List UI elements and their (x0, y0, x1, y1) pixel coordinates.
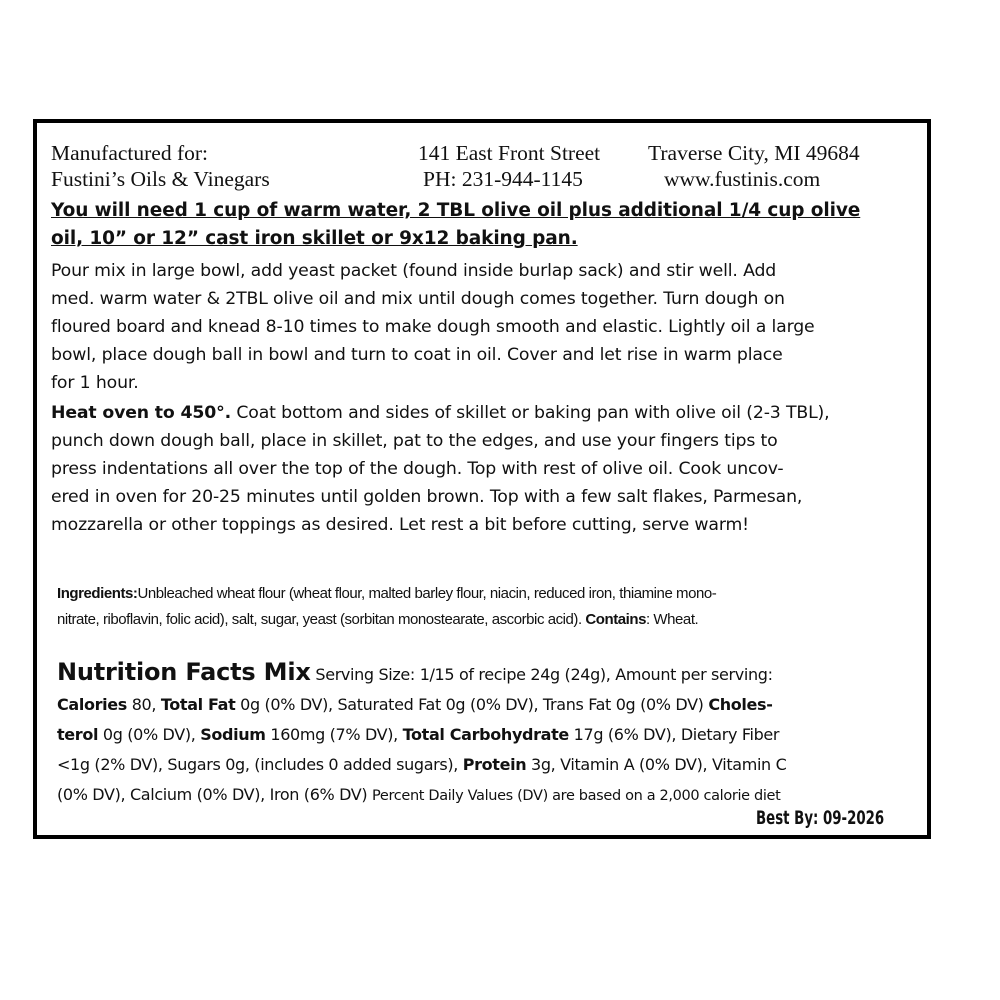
city-address: Traverse City, MI 49684 (648, 141, 860, 165)
fiber-sugars-text: <1g (2% DV), Sugars 0g, (includes 0 added sugars), (57, 755, 463, 774)
company-name: Fustini’s Oils & Vinegars (51, 167, 270, 191)
product-label (33, 119, 931, 839)
cholesterol-label-cont: terol (57, 725, 99, 744)
calories-value: 80, (126, 695, 161, 714)
cholesterol-label: Choles- (708, 695, 773, 714)
contains-value: : Wheat. (646, 611, 699, 628)
calories-label: Calories (57, 695, 127, 714)
best-by-date: Best By: 09-2026 (756, 807, 885, 829)
minerals-text: (0% DV), Calcium (0% DV), Iron (6% DV) (57, 785, 373, 804)
requirements-line-1: You will need 1 cup of warm water, 2 TBL olive oil plus additional 1/4 cup olive (51, 200, 861, 221)
instructions-line: med. warm water & 2TBL olive oil and mix until dough comes together. Turn dough on (51, 289, 785, 309)
instructions-line: floured board and knead 8-10 times to make dough smooth and elastic. Lightly oil a large (51, 317, 815, 337)
instructions-line: for 1 hour. (51, 373, 139, 393)
sodium-label: Sodium (200, 725, 266, 744)
ingredients-line-1 (57, 582, 716, 605)
nutrition-line-4 (57, 780, 780, 811)
instructions-line: punch down dough ball, place in skillet, pat to the edges, and use your fingers tips to (51, 431, 778, 451)
total-fat-label: Total Fat (160, 695, 236, 714)
daily-value-note: Percent Daily Values (DV) are based on a 2,000 calorie diet (372, 788, 781, 804)
nutrition-line-3 (57, 750, 786, 780)
nutrition-line-1 (57, 690, 773, 720)
instructions-line: ered in oven for 20-25 minutes until golden brown. Top with a few salt flakes, Parmesan, (51, 487, 803, 507)
serving-size: Serving Size: 1/15 of recipe 24g (24g), Amount per serving: (310, 665, 773, 684)
instructions-line: mozzarella or other toppings as desired. Let rest a bit before cutting, serve warm! (51, 515, 749, 535)
cholesterol-value: 0g (0% DV), (98, 725, 201, 744)
manufactured-for-label: Manufactured for: (51, 141, 208, 165)
phone-number: PH: 231-944-1145 (423, 167, 583, 191)
protein-value: 3g, Vitamin A (0% DV), Vitamin C (526, 755, 787, 774)
sodium-value: 160mg (7% DV), (265, 725, 403, 744)
carbohydrate-value: 17g (6% DV), Dietary Fiber (568, 725, 780, 744)
instructions-line: bowl, place dough ball in bowl and turn to coat in oil. Cover and let rise in warm place (51, 345, 783, 365)
ingredients-line-2 (57, 608, 698, 631)
bake-instructions-text: Coat bottom and sides of skillet or baking pan with olive oil (2-3 TBL), (231, 403, 830, 423)
website: www.fustinis.com (664, 167, 821, 191)
protein-label: Protein (462, 755, 527, 774)
oven-temperature-heading: Heat oven to 450°. (51, 403, 232, 423)
requirements-line-2: oil, 10” or 12” cast iron skillet or 9x12 baking pan. (51, 228, 578, 249)
total-fat-value: 0g (0% DV), Saturated Fat 0g (0% DV), Trans Fat 0g (0% DV) (235, 695, 709, 714)
ingredients-text: Unbleached wheat flour (wheat flour, malted barley flour, niacin, reduced iron, thiamine mono- (137, 585, 717, 602)
instructions-line: press indentations all over the top of the dough. Top with rest of olive oil. Cook uncov- (51, 459, 784, 479)
ingredients-text: nitrate, riboflavin, folic acid), salt, sugar, yeast (sorbitan monostearate, ascorbic acid). (57, 611, 586, 628)
nutrition-title: Nutrition Facts Mix (57, 658, 311, 686)
contains-label: Contains (585, 611, 646, 628)
carbohydrate-label: Total Carbohydrate (402, 725, 569, 744)
instructions-line: Pour mix in large bowl, add yeast packet (found inside burlap sack) and stir well. Add (51, 261, 777, 281)
street-address: 141 East Front Street (418, 141, 601, 165)
nutrition-header-line (57, 657, 773, 690)
ingredients-label: Ingredients: (57, 585, 138, 602)
bake-instructions-first-line (51, 399, 830, 427)
nutrition-line-2 (57, 720, 779, 750)
